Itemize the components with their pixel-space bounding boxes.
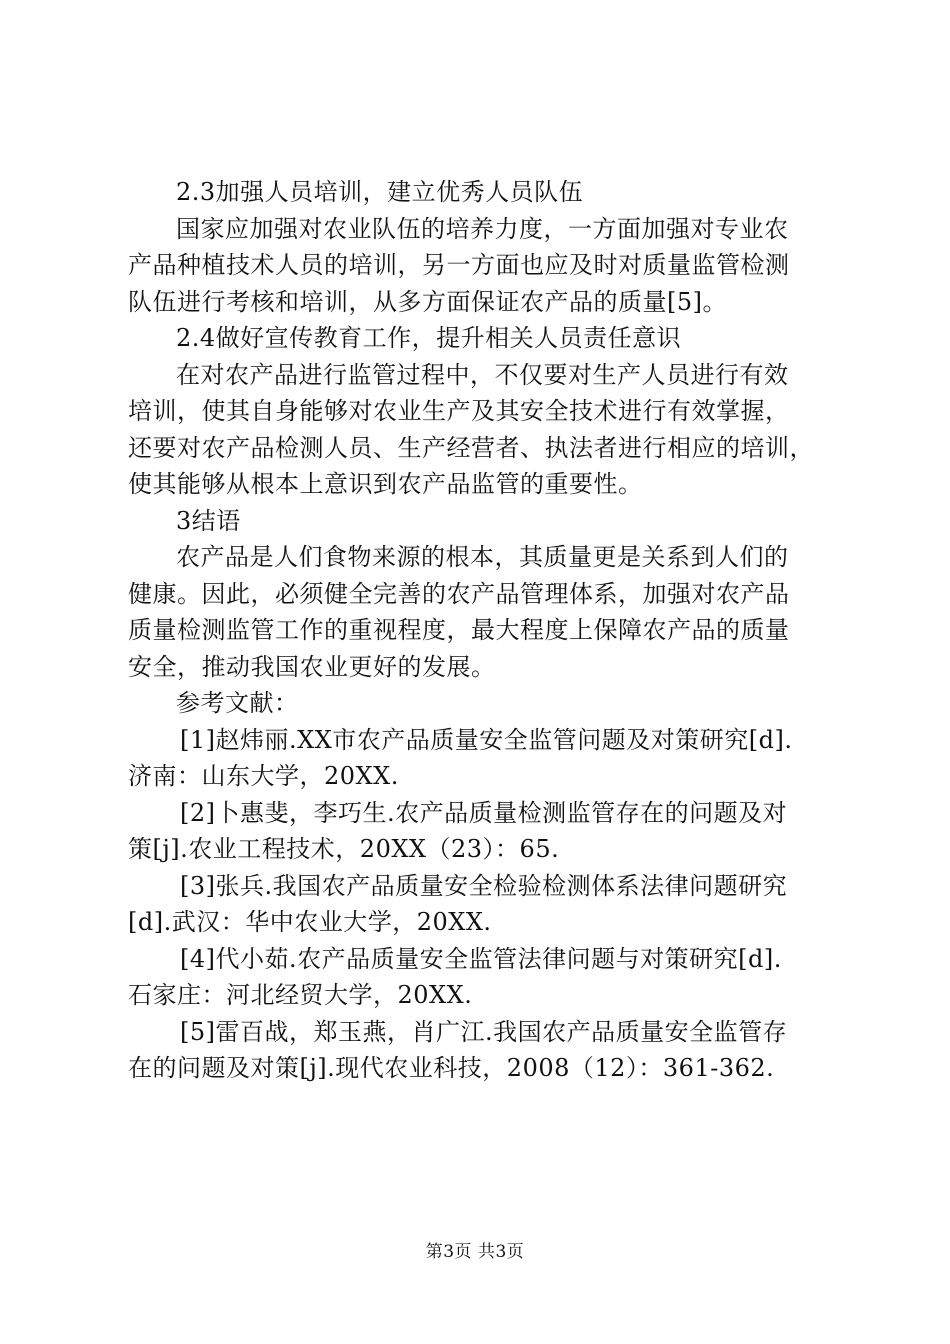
reference-item-3-line-1: [3]张兵.我国农产品质量安全检验检测体系法律问题研究 (180, 871, 788, 900)
paragraph-line: 在对农产品进行监管过程中，不仅要对生产人员进行有效 (176, 360, 789, 389)
reference-item-2-line-2: 策[j].农业工程技术，20XX（23）：65. (128, 835, 560, 863)
reference-item-5-line-1: [5]雷百战，郑玉燕，肖广江.我国农产品质量安全监管存 (180, 1017, 788, 1046)
paragraph-line: 还要对农产品检测人员、生产经营者、执法者进行相应的培训， (128, 433, 814, 462)
reference-item-4-line-1: [4]代小茹.农产品质量安全监管法律问题与对策研究[d]. (180, 944, 782, 973)
paragraph-line: 培训，使其自身能够对农业生产及其安全技术进行有效掌握， (128, 397, 790, 425)
section-heading-2-3: 2.3加强人员培训，建立优秀人员队伍 (176, 178, 584, 206)
references-heading: 参考文献： (176, 689, 299, 717)
reference-item-1-line-1: [1]赵炜丽.XX市农产品质量安全监管问题及对策研究[d]. (180, 725, 793, 754)
page-number-footer: 第3页 共3页 (425, 1242, 525, 1262)
paragraph-line: 产品种植技术人员的培训，另一方面也应及时对质量监管检测 (128, 251, 790, 279)
section-heading-3: 3结语 (176, 506, 241, 535)
reference-item-5-line-2: 在的问题及对策[j].现代农业科技，2008（12）：361-362. (128, 1054, 775, 1082)
paragraph-line: 安全，推动我国农业更好的发展。 (128, 652, 496, 681)
paragraph-line: 队伍进行考核和培训，从多方面保证农产品的质量[5]。 (128, 287, 727, 316)
document-body (128, 174, 838, 1087)
paragraph-line: 国家应加强对农业队伍的培养力度，一方面加强对专业农 (176, 214, 789, 243)
reference-item-3-line-2: [d].武汉：华中农业大学，20XX. (128, 908, 492, 936)
section-heading-2-4: 2.4做好宣传教育工作，提升相关人员责任意识 (176, 324, 682, 352)
reference-item-4-line-2: 石家庄：河北经贸大学，20XX. (128, 981, 473, 1009)
paragraph-line: 质量检测监管工作的重视程度，最大程度上保障农产品的质量 (128, 616, 790, 644)
reference-item-2-line-1: [2]卜惠斐，李巧生.农产品质量检测监管存在的问题及对 (180, 798, 788, 827)
paragraph-line: 使其能够从根本上意识到农产品监管的重要性。 (128, 470, 643, 498)
reference-item-1-line-2: 济南：山东大学，20XX. (128, 762, 399, 790)
paragraph-line: 农产品是人们食物来源的根本，其质量更是关系到人们的 (176, 543, 789, 571)
paragraph-line: 健康。因此，必须健全完善的农产品管理体系，加强对农产品 (128, 579, 790, 608)
